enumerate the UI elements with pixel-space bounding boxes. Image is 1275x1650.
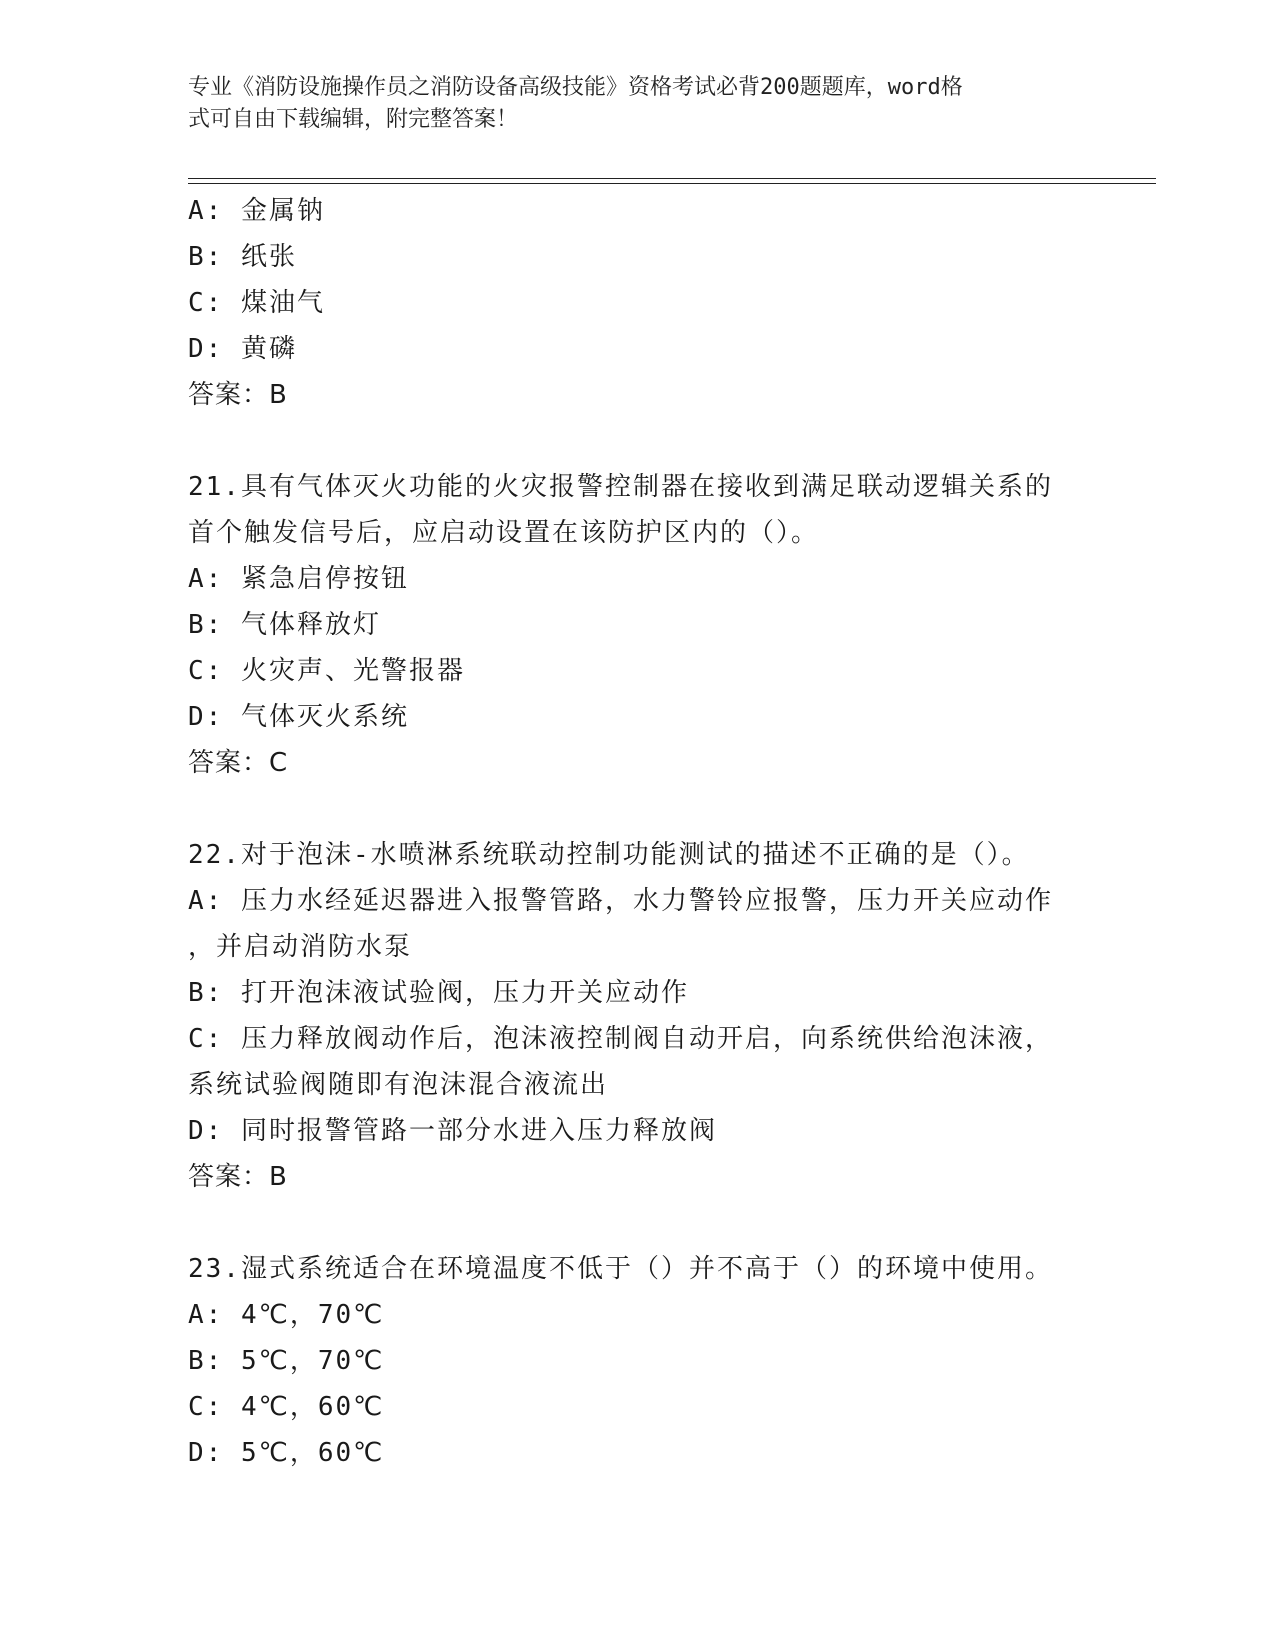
answer: 答案：B [188, 1162, 288, 1192]
header-line-1: 专业《消防设施操作员之消防设备高级技能》资格考试必背200题题库，word格 [188, 75, 963, 100]
option-a: A: 4℃，70℃ [188, 1300, 385, 1330]
option-c: C: 4℃，60℃ [188, 1392, 385, 1422]
answer: 答案：C [188, 748, 289, 778]
question-stem: 首个触发信号后，应启动设置在该防护区内的（）。 [188, 518, 820, 548]
question-22 [188, 832, 1088, 1200]
option-a-continued: ，并启动消防水泵 [188, 932, 413, 962]
header-rule-top [188, 178, 1156, 179]
option-b: B: 气体释放灯 [188, 610, 381, 640]
answer: 答案：B [188, 380, 288, 410]
question-list [188, 188, 1088, 1476]
option-c: C: 煤油气 [188, 288, 325, 318]
question-23 [188, 1246, 1088, 1476]
option-c-continued: 系统试验阀随即有泡沫混合液流出 [188, 1070, 609, 1100]
option-a: A: 压力水经延迟器进入报警管路，水力警铃应报警，压力开关应动作 [188, 886, 1053, 916]
question-stem: 21.具有气体灭火功能的火灾报警控制器在接收到满足联动逻辑关系的 [188, 472, 1053, 502]
header-rule-bottom [188, 183, 1156, 184]
option-d: D: 气体灭火系统 [188, 702, 409, 732]
document-header [188, 72, 1068, 136]
question-stem: 23.湿式系统适合在环境温度不低于（）并不高于（）的环境中使用。 [188, 1254, 1053, 1284]
header-line-2: 式可自由下载编辑，附完整答案！ [188, 107, 519, 132]
option-b: B: 打开泡沫液试验阀，压力开关应动作 [188, 978, 689, 1008]
option-c: C: 火灾声、光警报器 [188, 656, 465, 686]
option-d: D: 5℃，60℃ [188, 1438, 385, 1468]
option-a: A: 紧急启停按钮 [188, 564, 409, 594]
question-stem: 22.对于泡沫-水喷淋系统联动控制功能测试的描述不正确的是（）。 [188, 840, 1030, 870]
option-d: D: 同时报警管路一部分水进入压力释放阀 [188, 1116, 717, 1146]
option-a: A: 金属钠 [188, 196, 325, 226]
option-b: B: 纸张 [188, 242, 297, 272]
option-b: B: 5℃，70℃ [188, 1346, 385, 1376]
question-20-options [188, 188, 1088, 418]
option-d: D: 黄磷 [188, 334, 297, 364]
question-21 [188, 464, 1088, 786]
option-c: C: 压力释放阀动作后，泡沫液控制阀自动开启，向系统供给泡沫液， [188, 1024, 1053, 1054]
